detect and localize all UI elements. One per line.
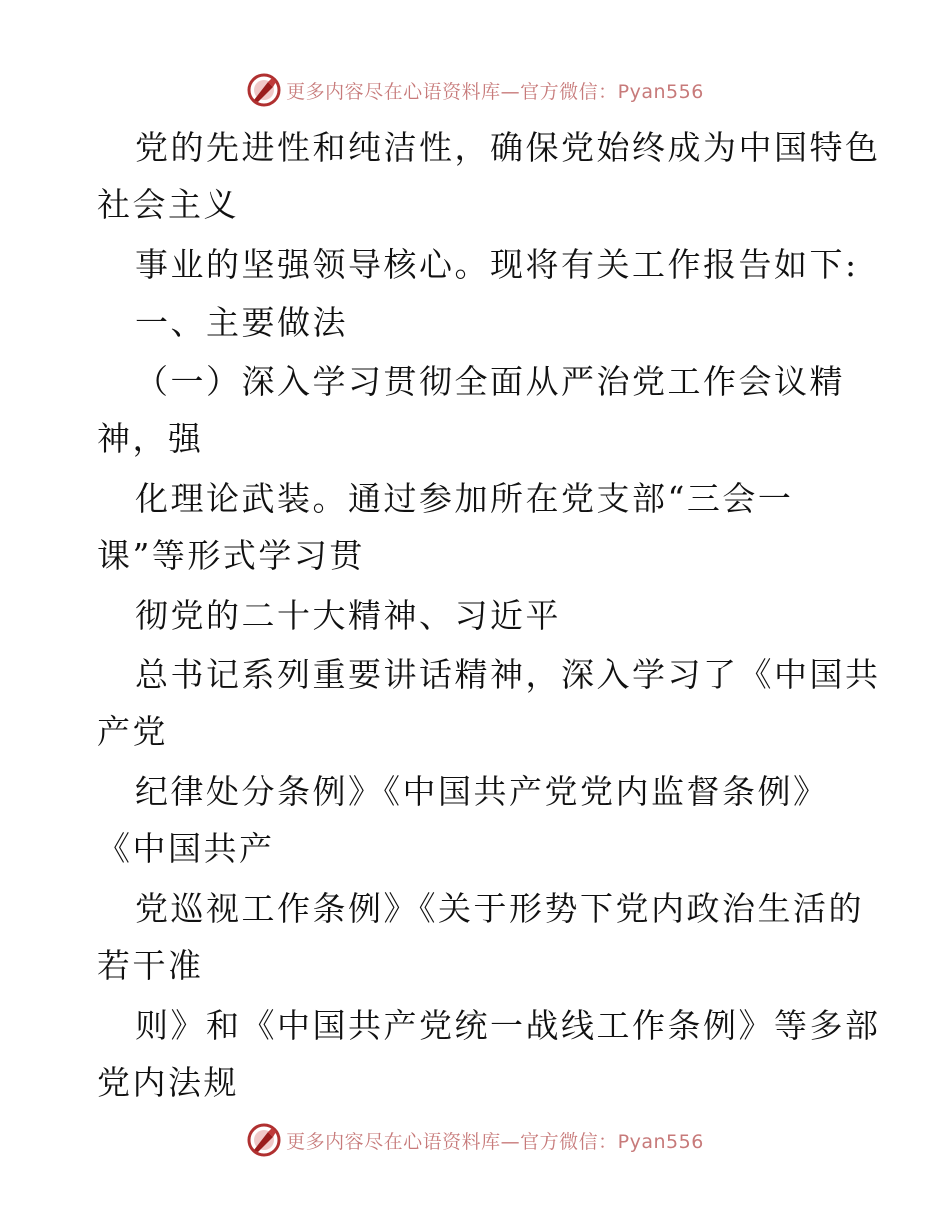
text-line: 若干准	[97, 946, 204, 985]
subsection-heading: （一）深入学习贯彻全面从严治党工作会议精	[135, 362, 845, 401]
text-line: 则》和《中国共产党统一战线工作条例》等多部	[135, 1006, 881, 1045]
text-line: 党内法规	[97, 1063, 239, 1102]
watermark-header	[0, 70, 950, 110]
watermark-text: 更多内容尽在心语资料库—官方微信：Pyan556	[286, 80, 704, 103]
text-line: 党的先进性和纯洁性，确保党始终成为中国特色	[135, 128, 881, 167]
text-line: 《中国共产	[97, 829, 275, 868]
text-line: 事业的坚强领导核心。现将有关工作报告如下:	[135, 245, 859, 284]
text-line: 彻党的二十大精神、习近平	[135, 596, 561, 635]
text-line: 纪律处分条例》《中国共产党党内监督条例》	[135, 772, 829, 811]
text-line: 化理论武装。通过参加所在党支部“三会一	[135, 479, 794, 518]
text-line: 社会主义	[97, 185, 239, 224]
text-line: 产党	[97, 712, 168, 751]
pen-nib-logo-icon	[246, 1122, 282, 1158]
text-line: 总书记系列重要讲话精神，深入学习了《中国共	[135, 655, 881, 694]
text-line: 神，强	[97, 419, 204, 458]
text-line: 党巡视工作条例》《关于形势下党内政治生活的	[135, 889, 864, 928]
section-heading: 一、主要做法	[135, 303, 348, 342]
watermark-text: 更多内容尽在心语资料库—官方微信：Pyan556	[286, 1130, 704, 1153]
watermark-footer	[0, 1120, 950, 1160]
pen-nib-logo-icon	[246, 72, 282, 108]
text-line: 课”等形式学习贯	[97, 536, 365, 575]
